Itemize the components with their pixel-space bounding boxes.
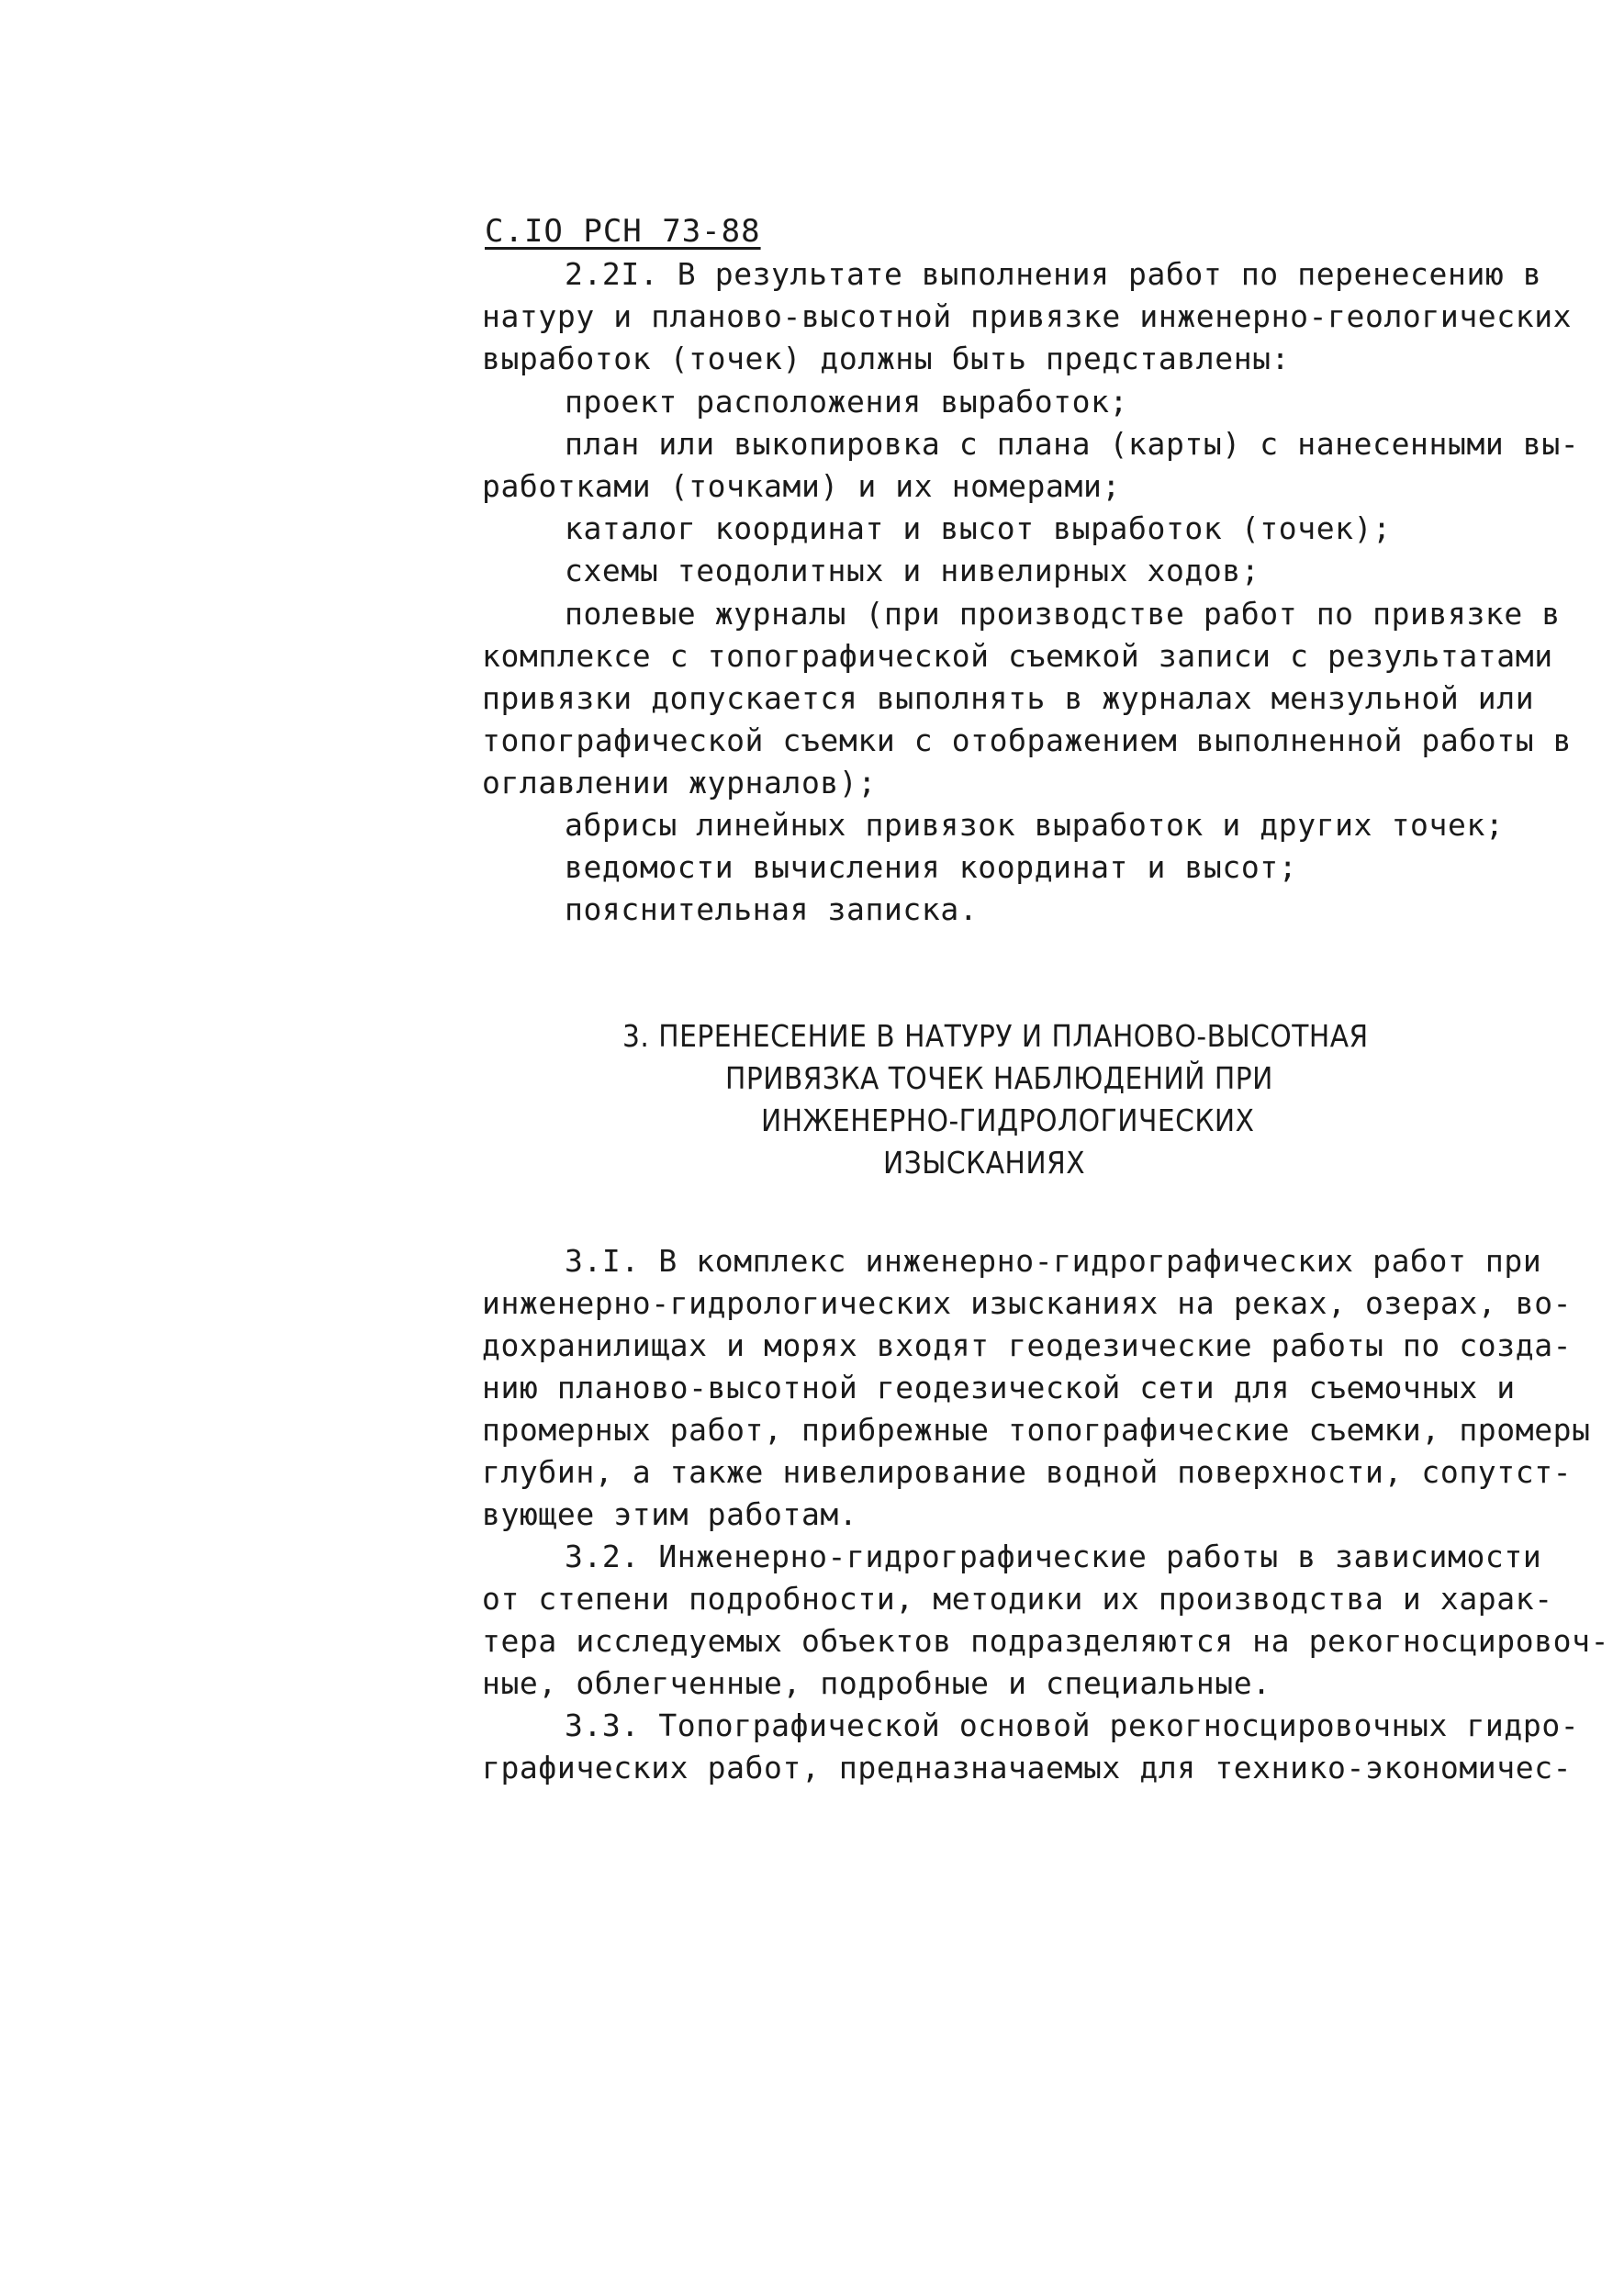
list-item: комплексе с топографической съемкой записи с результатами	[482, 638, 1553, 674]
list-item: топографической съемки с отображением выполненной работы в	[482, 722, 1573, 758]
list-item: пояснительная записка.	[565, 891, 979, 927]
paragraph-line: от степени подробности, методики их производства и харак-	[482, 1581, 1553, 1617]
paragraph-line: нию планово-высотной геодезической сети для съемочных и	[482, 1370, 1516, 1405]
paragraph-line: промерных работ, прибрежные топографические съемки, промеры	[482, 1412, 1591, 1448]
paragraph-line: 2.2I. В результате выполнения работ по перенесению в	[565, 256, 1542, 292]
section-heading-line: ИНЖЕНЕРНО-ГИДРОЛОГИЧЕСКИХ	[761, 1103, 1255, 1138]
paragraph-line: графических работ, предназначаемых для технико-экономичес-	[482, 1750, 1573, 1786]
list-item: оглавлении журналов);	[482, 765, 877, 800]
section-heading-line: ПРИВЯЗКА ТОЧЕК НАБЛЮДЕНИЙ ПРИ	[725, 1060, 1273, 1096]
list-item: схемы теодолитных и нивелирных ходов;	[565, 553, 1260, 588]
paragraph-line: выработок (точек) должны быть представлены:	[482, 341, 1291, 376]
paragraph-line: инженерно-гидрологических изысканиях на реках, озерах, во-	[482, 1285, 1573, 1321]
list-item: полевые журналы (при производстве работ по привязке в	[565, 596, 1561, 632]
paragraph-line: натуру и планово-высотной привязке инженерно-геологических	[482, 298, 1573, 334]
paragraph-line: 3.I. В комплекс инженерно-гидрографических работ при	[565, 1243, 1542, 1279]
page-header: С.IO РСН 73-88	[485, 213, 761, 250]
paragraph-line: глубин, а также нивелирование водной поверхности, сопутст-	[482, 1454, 1573, 1490]
paragraph-line: 3.3. Топографической основой рекогносцировочных гидро-	[565, 1707, 1580, 1743]
paragraph-line: ные, облегченные, подробные и специальные.	[482, 1665, 1271, 1701]
section-heading-line: 3. ПЕРЕНЕСЕНИЕ В НАТУРУ И ПЛАНОВО-ВЫСОТНАЯ	[622, 1018, 1369, 1054]
paragraph-line: дохранилищах и морях входят геодезические работы по созда-	[482, 1327, 1573, 1363]
list-item: работками (точками) и их номерами;	[482, 468, 1121, 504]
paragraph-line: вующее этим работам.	[482, 1496, 858, 1532]
list-item: проект расположения выработок;	[565, 384, 1129, 420]
list-item: абрисы линейных привязок выработок и других точек;	[565, 807, 1505, 843]
section-heading-line: ИЗЫСКАНИЯХ	[883, 1145, 1086, 1181]
list-item: план или выкопировка с плана (карты) с нанесенными вы-	[565, 426, 1580, 462]
paragraph-line: тера исследуемых объектов подразделяются на рекогносцировоч-	[482, 1623, 1610, 1659]
list-item: ведомости вычисления координат и высот;	[565, 849, 1298, 885]
paragraph-line: 3.2. Инженерно-гидрографические работы в зависимости	[565, 1539, 1542, 1574]
list-item: привязки допускается выполнять в журналах мензульной или	[482, 680, 1535, 716]
list-item: каталог координат и высот выработок (точек);	[565, 510, 1392, 546]
